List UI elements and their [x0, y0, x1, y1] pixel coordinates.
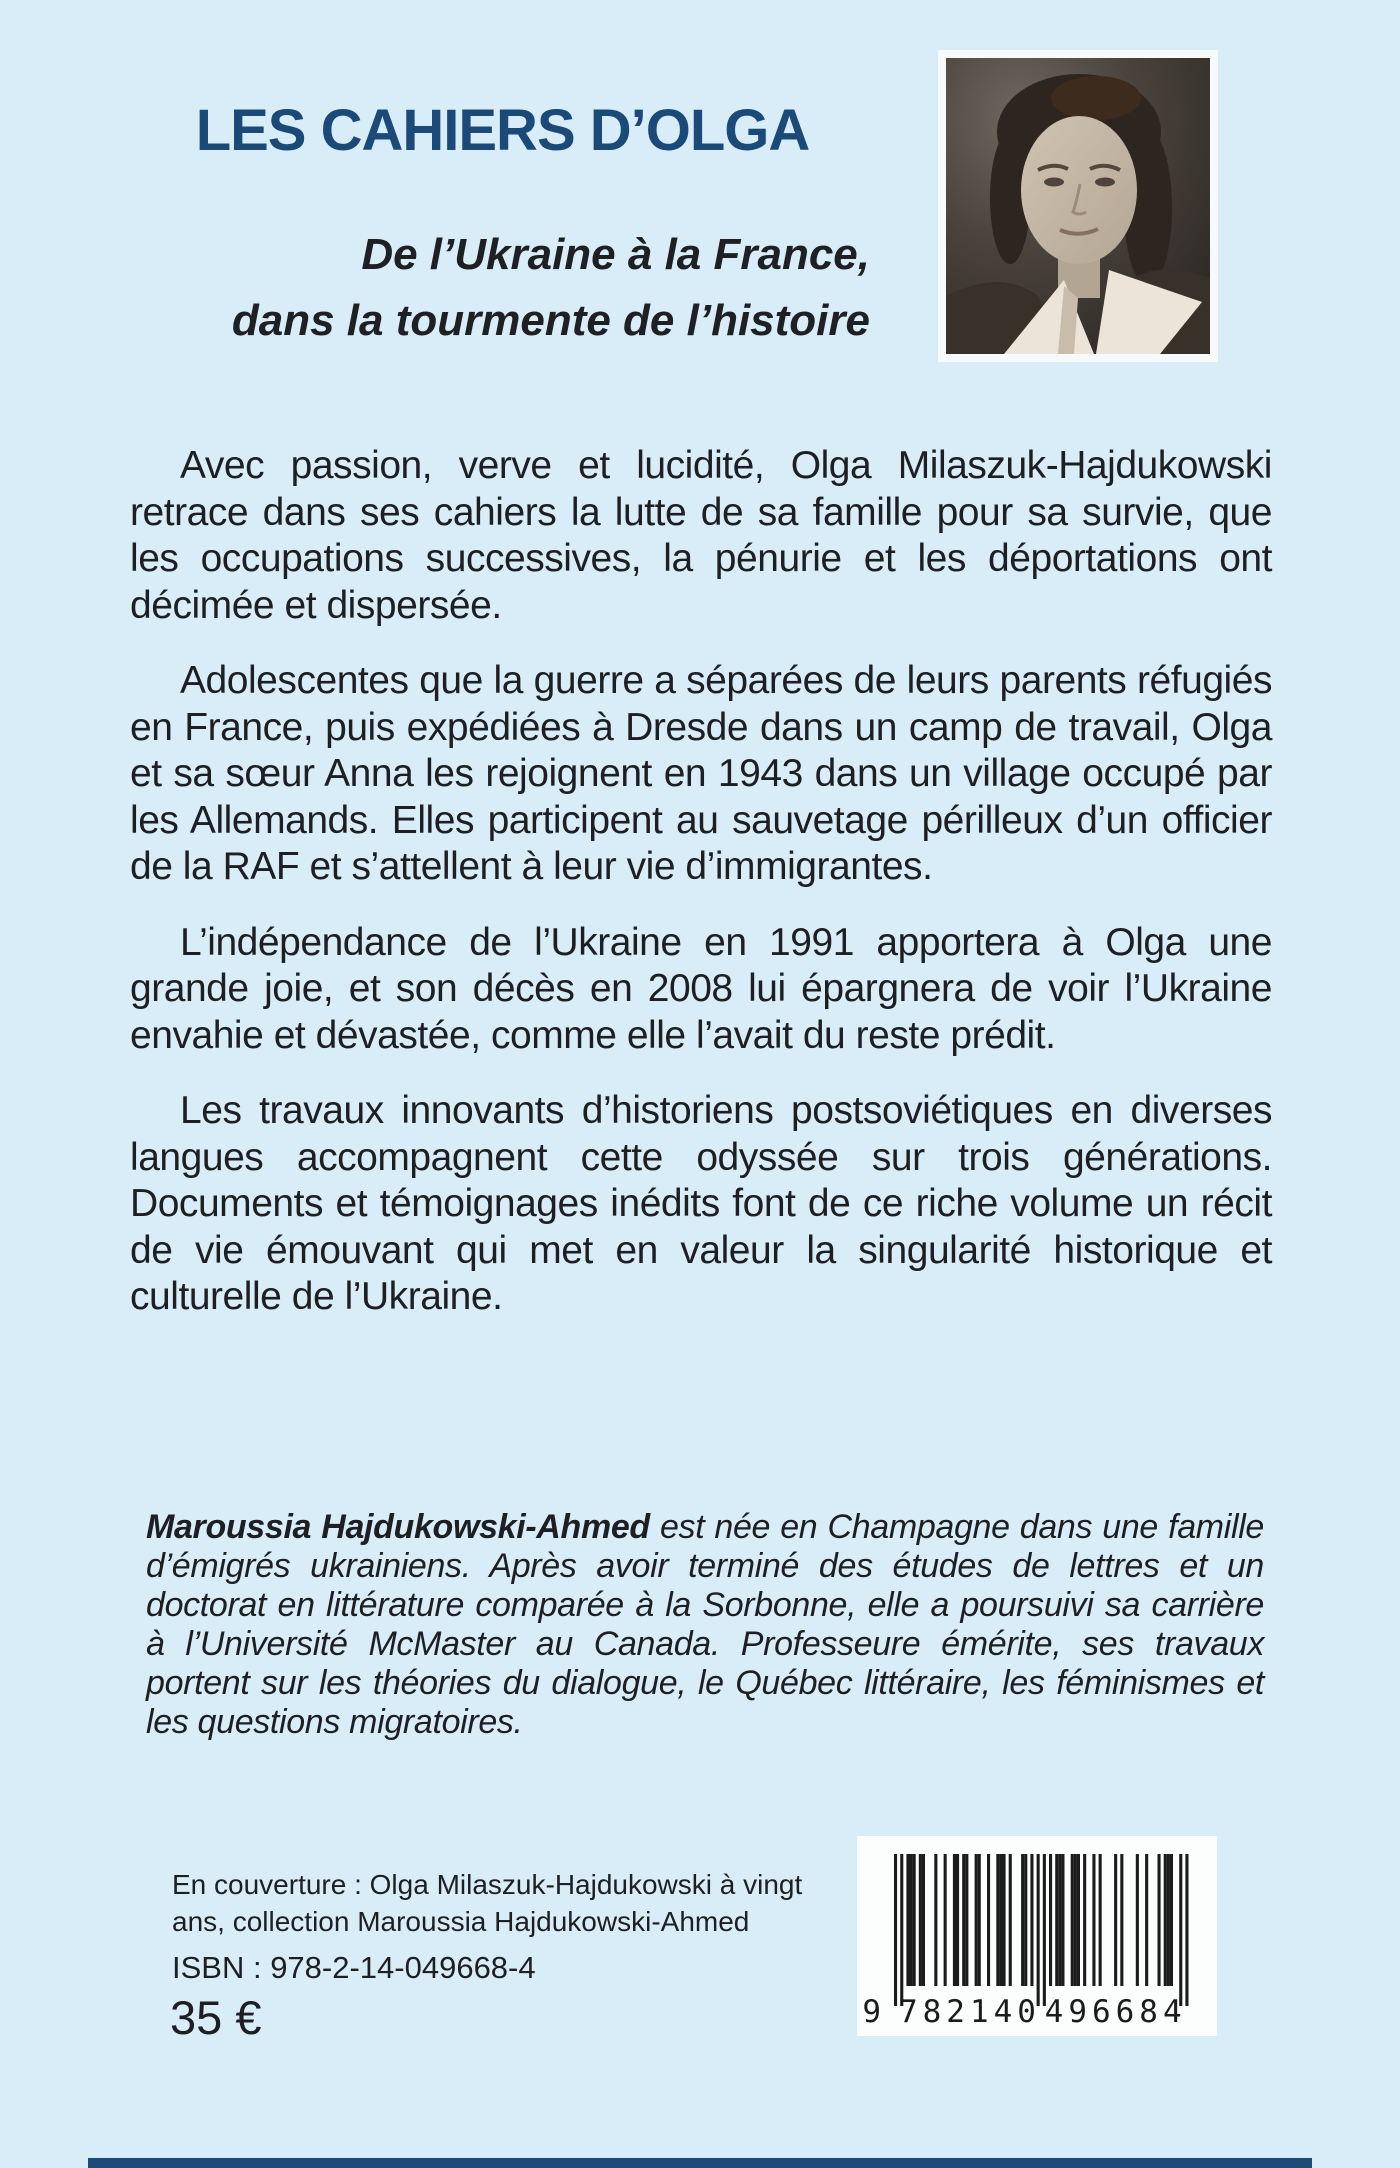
cover-credit [172, 1866, 872, 1940]
svg-text:9: 9 [862, 1994, 886, 2030]
synopsis-paragraph-1: Avec passion, verve et lucidité, Olga Milaszuk-Hajdukowski retrace dans ses cahiers la lutte de sa famille pour sa survie, que les occupations successives, la pénurie et les déportations ont décimée et dispersée. [130, 444, 1272, 627]
cover-photo-frame [938, 50, 1218, 362]
synopsis-paragraph-2: Adolescentes que la guerre a séparées de leurs parents réfugiés en France, puis expédiées à Dresde dans un camp de travail, Olga et sa sœur Anna les rejoignent en 1943 dans un village occupé par les Allemands. Elles participent au sauvetage périlleux d’un officier de la RAF et s’attellent à leur vie d’immigrantes. [130, 659, 1272, 888]
synopsis-paragraph-4: Les travaux innovants d’historiens postsoviétiques en diverses langues accompagnent cette odyssée sur trois générations. Documents et témoignages inédits font de ce riche volume un récit de vie émouvant qui met en valeur la singularité historique et culturelle de l’Ukraine. [130, 1089, 1272, 1318]
portrait-photo [946, 58, 1210, 354]
cover-credit-line-2: ans, collection Maroussia Hajdukowski-Ahmed [172, 1906, 750, 1937]
subtitle-line-2: dans la tourmente de l’histoire [231, 296, 870, 345]
svg-text:496684: 496684 [1044, 1994, 1187, 2030]
synopsis-paragraph-3: L’indépendance de l’Ukraine en 1991 apportera à Olga une grande joie, et son décès en 2008 lui épargnera de voir l’Ukraine envahie et dévastée, comme elle l’avait du reste prédit. [130, 920, 1272, 1057]
subtitle-line-1: De l’Ukraine à la France, [361, 230, 870, 279]
synopsis [130, 443, 1272, 1350]
author-bio-text: est née en Champagne dans une famille d’émigrés ukrainiens. Après avoir terminé des études de lettres et un doctorat en littérature comparée à la Sorbonne, elle a poursuivi sa carrière à l’Université McMaster au Canada. Professeure émérite, ses travaux portent sur les théories du dialogue, le Québec littéraire, les féminismes et les questions migratoires. [146, 1508, 1264, 1741]
book-subtitle [130, 222, 870, 354]
ean13-barcode [857, 1836, 1217, 2036]
price: 35 € [170, 1991, 262, 2044]
author-name: Maroussia Hajdukowski-Ahmed [146, 1508, 650, 1546]
svg-text:782140: 782140 [898, 1994, 1041, 2030]
title-block [130, 100, 875, 162]
bottom-accent-bar [88, 2158, 1312, 2168]
isbn: ISBN : 978-2-14-049668-4 [172, 1950, 536, 1985]
author-bio [146, 1508, 1264, 1742]
book-title: LES CAHIERS D’OLGA [195, 98, 810, 163]
cover-credit-line-1: En couverture : Olga Milaszuk-Hajdukowski à vingt [172, 1869, 803, 1900]
barcode-panel [857, 1836, 1217, 2036]
